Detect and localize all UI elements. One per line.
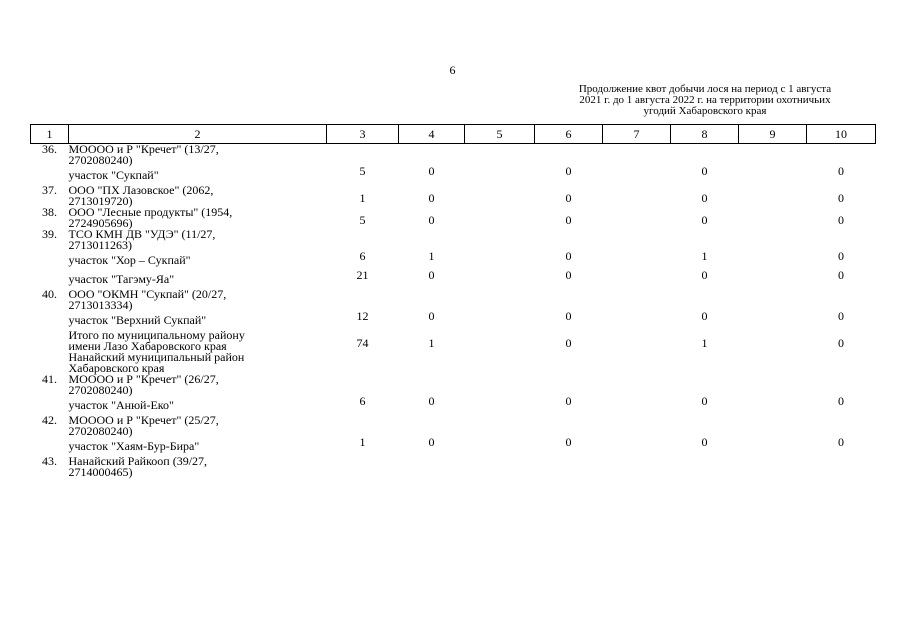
cell-col-7 [603,415,671,437]
row-name-line: 2714000465) [68,465,133,479]
table-caption [540,84,870,117]
cell-col-8 [671,289,739,311]
column-header-6: 6 [535,125,603,144]
cell-col-10: 0 [838,435,844,449]
column-header-5: 5 [465,125,535,144]
cell-col-9 [739,437,807,456]
row-name-line: участок "Тагэму-Яа" [68,272,175,286]
cell-col-4 [399,374,465,396]
cell-col-8 [671,229,739,251]
cell-col-7 [603,437,671,456]
cell-col-3: 6 [359,249,366,263]
cell-col-5 [465,270,535,289]
cell-col-6: 0 [565,435,572,449]
cell-col-8: 1 [701,249,708,263]
column-header-1: 1 [31,125,69,144]
cell-col-4: 0 [428,191,435,205]
row-number [31,352,69,374]
cell-col-5 [465,456,535,478]
cell-col-10: 0 [838,336,844,350]
cell-col-10 [807,456,876,478]
cell-col-8 [671,374,739,396]
row-name-line: ТСО КМН ДВ "УДЭ" (11/27, [68,227,216,241]
row-name-line: ООО "Лесные продукты" (1954, [68,205,233,219]
row-name [69,185,327,207]
row-name [69,415,327,437]
cell-col-3 [327,289,399,311]
cell-col-5 [465,415,535,437]
cell-col-4: 1 [428,336,435,350]
cell-col-8: 0 [701,213,708,227]
cell-col-6 [535,374,603,396]
cell-col-10: 0 [838,164,844,178]
cell-col-3 [327,415,399,437]
table-body [31,144,876,479]
cell-col-8: 0 [701,435,708,449]
cell-col-6 [535,289,603,311]
row-name [69,456,327,478]
page-number: 6 [449,63,456,77]
row-name-line: имени Лазо Хабаровского края [68,339,227,353]
cell-col-6 [535,415,603,437]
cell-col-4: 0 [428,394,435,408]
cell-col-4: 0 [428,164,435,178]
column-header-10: 10 [807,125,876,144]
cell-col-8 [671,456,739,478]
cell-col-9 [739,289,807,311]
cell-col-9 [739,185,807,207]
cell-col-7 [603,166,671,185]
row-name-line: МОООО и Р "Кречет" (13/27, [68,142,219,156]
cell-col-7 [603,396,671,415]
cell-col-7 [603,207,671,229]
row-name-line: 2702080240) [68,424,133,438]
cell-col-6 [535,229,603,251]
row-name [69,251,327,270]
cell-col-5 [465,352,535,374]
cell-col-4 [399,352,465,374]
column-header-2: 2 [69,125,327,144]
row-number: 42. [42,413,57,427]
cell-col-5 [465,166,535,185]
row-number [31,311,69,330]
cell-col-9 [739,374,807,396]
cell-col-4 [399,144,465,167]
row-name-line: 2702080240) [68,153,133,167]
table-row [31,207,876,229]
cell-col-6: 0 [565,249,572,263]
row-name-line: Хабаровского края [68,361,165,375]
cell-col-9 [739,456,807,478]
cell-col-4 [399,415,465,437]
cell-col-4 [399,229,465,251]
cell-col-8: 0 [701,268,708,282]
cell-col-8: 0 [701,394,708,408]
cell-col-10: 0 [838,309,844,323]
cell-col-9 [739,311,807,330]
row-name-line: участок "Сукпай" [68,168,159,182]
row-name-line: ООО "ПХ Лазовское" (2062, [68,183,214,197]
cell-col-10: 0 [838,249,844,263]
table-row [31,229,876,251]
cell-col-5 [465,185,535,207]
table-row [31,144,876,167]
cell-col-6: 0 [565,309,572,323]
cell-col-7 [603,144,671,167]
cell-col-5 [465,437,535,456]
cell-col-3: 5 [359,213,366,227]
cell-col-5 [465,311,535,330]
cell-col-5 [465,251,535,270]
cell-col-3: 5 [359,164,366,178]
column-header-8: 8 [671,125,739,144]
row-number: 39. [42,227,57,241]
cell-col-10: 0 [838,394,844,408]
cell-col-10: 0 [838,213,844,227]
table-row [31,330,876,352]
table-row [31,415,876,437]
cell-col-9 [739,396,807,415]
row-name-line: МОООО и Р "Кречет" (25/27, [68,413,219,427]
row-name-line: 2713013334) [68,298,133,312]
cell-col-5 [465,229,535,251]
cell-col-10: 0 [838,191,844,205]
row-name-line: 2724905696) [68,216,133,230]
cell-col-6: 0 [565,191,572,205]
row-name-line: Нанайский Райкооп (39/27, [68,454,208,468]
row-number [31,330,69,352]
column-header-9: 9 [739,125,807,144]
cell-col-6: 0 [565,164,572,178]
row-number: 36. [42,142,57,156]
cell-col-3 [327,229,399,251]
row-name [69,144,327,167]
table-row [31,289,876,311]
cell-col-4: 0 [428,268,435,282]
cell-col-5 [465,330,535,352]
row-name [69,229,327,251]
caption-line: угодий Хабаровского края [643,105,767,117]
cell-col-8: 0 [701,309,708,323]
row-name [69,289,327,311]
caption-line: Продолжение квот добычи лося на период с 1 августа [578,83,832,95]
table-row [31,251,876,270]
row-name-line: 2702080240) [68,383,133,397]
cell-col-9 [739,352,807,374]
cell-col-4: 0 [428,435,435,449]
table-row [31,374,876,396]
row-name-line: ООО "ОКМН "Сукпай" (20/27, [68,287,227,301]
cell-col-4: 1 [428,249,435,263]
cell-col-5 [465,207,535,229]
cell-col-9 [739,144,807,167]
row-name-line: Нанайский муниципальный район [68,350,245,364]
table-row [31,185,876,207]
cell-col-7 [603,456,671,478]
cell-col-6 [535,352,603,374]
table-row [31,352,876,374]
cell-col-3: 12 [356,309,369,323]
cell-col-7 [603,330,671,352]
cell-col-7 [603,311,671,330]
cell-col-9 [739,229,807,251]
row-name-line: 2713019720) [68,194,133,208]
cell-col-5 [465,144,535,167]
cell-col-9 [739,207,807,229]
row-name [69,207,327,229]
cell-col-4 [399,289,465,311]
cell-col-8 [671,144,739,167]
cell-col-7 [603,289,671,311]
cell-col-7 [603,270,671,289]
cell-col-10 [807,229,876,251]
cell-col-8: 1 [701,336,708,350]
column-header-7: 7 [603,125,671,144]
cell-col-7 [603,352,671,374]
row-name-line: участок "Хаям-Бур-Бира" [68,439,200,453]
cell-col-5 [465,374,535,396]
cell-col-9 [739,330,807,352]
cell-col-6: 0 [565,394,572,408]
row-name-line: участок "Верхний Сукпай" [68,313,207,327]
cell-col-9 [739,415,807,437]
cell-col-3: 1 [359,435,366,449]
cell-col-8: 0 [701,164,708,178]
cell-col-3 [327,352,399,374]
cell-col-8 [671,352,739,374]
row-name [69,352,327,374]
row-name [69,374,327,396]
cell-col-10 [807,289,876,311]
cell-col-3: 6 [359,394,366,408]
cell-col-10 [807,415,876,437]
column-header-4: 4 [399,125,465,144]
cell-col-6 [535,144,603,167]
cell-col-3 [327,456,399,478]
row-number: 38. [42,205,57,219]
cell-col-7 [603,374,671,396]
cell-col-6: 0 [565,213,572,227]
cell-col-3 [327,144,399,167]
cell-col-9 [739,270,807,289]
cell-col-4: 0 [428,309,435,323]
row-number: 43. [42,454,57,468]
cell-col-5 [465,396,535,415]
cell-col-10 [807,144,876,167]
cell-col-5 [465,289,535,311]
row-name-line: 2713011263) [68,238,133,252]
cell-col-4 [399,456,465,478]
caption-line: 2021 г. до 1 августа 2022 г. на территории охотничьих [579,94,831,106]
row-number [31,251,69,270]
row-number: 41. [42,372,57,386]
cell-col-10 [807,352,876,374]
row-name [69,330,327,352]
cell-col-3 [327,374,399,396]
row-name-line: МОООО и Р "Кречет" (26/27, [68,372,219,386]
table-row [31,456,876,478]
table-header-row [31,125,876,144]
cell-col-3: 21 [356,268,369,282]
row-number: 37. [42,183,57,197]
column-header-3: 3 [327,125,399,144]
cell-col-10: 0 [838,268,844,282]
cell-col-3: 1 [359,191,366,205]
cell-col-6 [535,456,603,478]
cell-col-4: 0 [428,213,435,227]
cell-col-3: 74 [356,336,369,350]
cell-col-6: 0 [565,268,572,282]
cell-col-7 [603,185,671,207]
cell-col-8: 0 [701,191,708,205]
cell-col-9 [739,166,807,185]
row-name-line: Итого по муниципальному району [68,328,245,342]
row-name-line: участок "Анюй-Еко" [68,398,174,412]
cell-col-7 [603,251,671,270]
row-name-line: участок "Хор – Сукпай" [68,253,191,267]
cell-col-7 [603,229,671,251]
cell-col-9 [739,251,807,270]
quota-table [30,124,876,478]
row-number: 40. [42,287,57,301]
cell-col-6: 0 [565,336,572,350]
cell-col-10 [807,374,876,396]
cell-col-8 [671,415,739,437]
